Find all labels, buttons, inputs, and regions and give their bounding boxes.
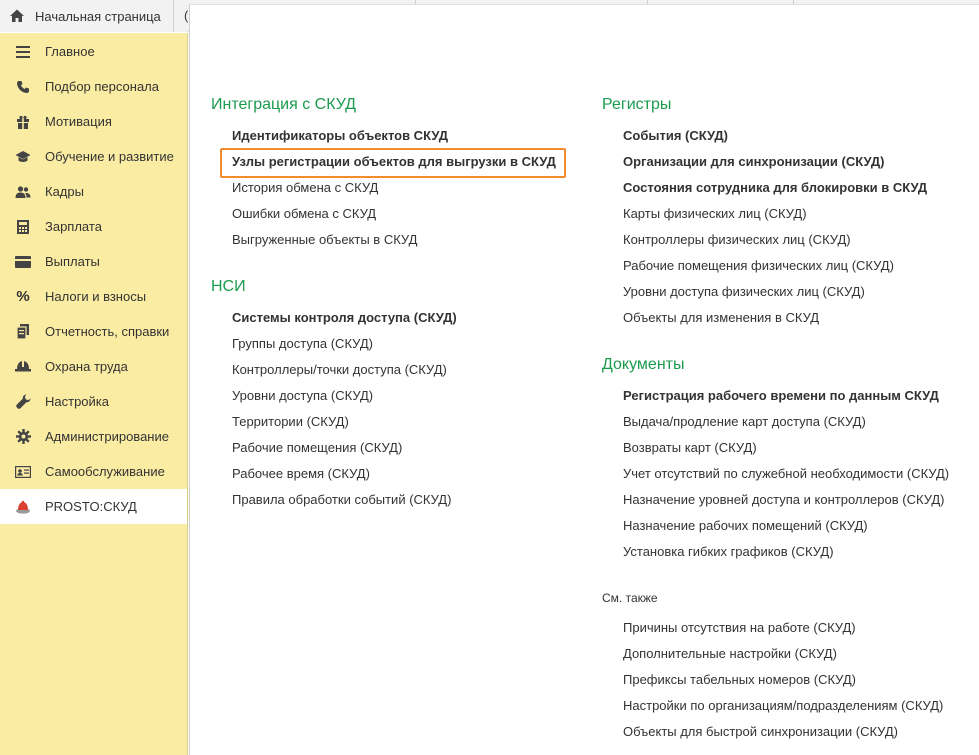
- prosto-logo-icon: [15, 499, 31, 515]
- link-person-controllers[interactable]: Контроллеры физических лиц (СКУД): [623, 232, 851, 247]
- link-access-level-assignment[interactable]: Назначение уровней доступа и контроллеров (СКУД): [623, 492, 945, 507]
- link-events[interactable]: События (СКУД): [623, 128, 729, 143]
- sidebar-item-personnel[interactable]: [0, 174, 187, 209]
- link-access-groups[interactable]: Группы доступа (СКУД): [232, 336, 373, 351]
- section-title-nsi: НСИ: [211, 278, 246, 295]
- link-access-levels[interactable]: Уровни доступа (СКУД): [232, 388, 374, 403]
- link-territories[interactable]: Территории (СКУД): [232, 414, 349, 429]
- sidebar-item-taxes[interactable]: [0, 279, 187, 314]
- sidebar-item-labor-safety[interactable]: [0, 349, 187, 384]
- card-icon: [15, 254, 31, 270]
- link-person-rooms[interactable]: Рабочие помещения физических лиц (СКУД): [623, 258, 894, 273]
- sidebar-item-label: Настройка: [45, 394, 109, 409]
- sidebar-item-label: Самообслуживание: [45, 464, 165, 479]
- link-object-identifiers[interactable]: Идентификаторы объектов СКУД: [232, 128, 449, 143]
- graduation-cap-icon: [15, 149, 31, 165]
- users-icon: [15, 184, 31, 200]
- home-icon: [9, 8, 25, 24]
- calculator-icon: [15, 219, 31, 235]
- link-person-access-levels[interactable]: Уровни доступа физических лиц (СКУД): [623, 284, 865, 299]
- link-employee-states[interactable]: Состояния сотрудника для блокировки в СКУД: [623, 180, 928, 195]
- link-additional-settings[interactable]: Дополнительные настройки (СКУД): [623, 646, 837, 661]
- section-title-integration: Интеграция с СКУД: [211, 96, 357, 113]
- tab-home[interactable]: [0, 0, 174, 32]
- link-card-issue[interactable]: Выдача/продление карт доступа (СКУД): [623, 414, 866, 429]
- sidebar-item-label: PROSTO:СКУД: [45, 499, 137, 514]
- helmet-icon: [15, 359, 31, 375]
- link-absence-reasons[interactable]: Причины отсутствия на работе (СКУД): [623, 620, 856, 635]
- sidebar-item-motivation[interactable]: [0, 104, 187, 139]
- sidebar-item-label: Мотивация: [45, 114, 112, 129]
- sidebar-item-administration[interactable]: [0, 419, 187, 454]
- sidebar-item-payments[interactable]: [0, 244, 187, 279]
- gift-icon: [15, 114, 31, 130]
- sidebar-item-label: Главное: [45, 44, 95, 59]
- link-absence-accounting[interactable]: Учет отсутствий по служебной необходимости (СКУД): [623, 466, 950, 481]
- gear-icon: [15, 429, 31, 445]
- link-person-cards[interactable]: Карты физических лиц (СКУД): [623, 206, 807, 221]
- sidebar-item-label: Налоги и взносы: [45, 289, 147, 304]
- sidebar-item-label: Выплаты: [45, 254, 100, 269]
- sidebar-item-prosto-skud[interactable]: [0, 489, 187, 524]
- sidebar-item-self-service[interactable]: [0, 454, 187, 489]
- percent-icon: %: [16, 288, 30, 305]
- link-fast-sync-objects[interactable]: Объекты для быстрой синхронизации (СКУД): [623, 724, 898, 739]
- sidebar-item-label: Обучение и развитие: [45, 149, 174, 164]
- sidebar-item-label: Отчетность, справки: [45, 324, 170, 339]
- link-room-assignment[interactable]: Назначение рабочих помещений (СКУД): [623, 518, 868, 533]
- link-controllers[interactable]: Контроллеры/точки доступа (СКУД): [232, 362, 447, 377]
- link-work-time-registration[interactable]: Регистрация рабочего времени по данным СКУД: [623, 388, 939, 403]
- tab-home-label: Начальная страница: [35, 8, 161, 24]
- link-exported-objects[interactable]: Выгруженные объекты в СКУД: [232, 232, 418, 247]
- link-access-control-systems[interactable]: Системы контроля доступа (СКУД): [232, 310, 457, 325]
- link-exchange-errors[interactable]: Ошибки обмена с СКУД: [232, 206, 377, 221]
- content-panel: [189, 4, 979, 755]
- tab-second-label: (: [184, 8, 188, 23]
- sidebar-item-reports[interactable]: [0, 314, 187, 349]
- sidebar-item-label: Подбор персонала: [45, 79, 159, 94]
- link-work-time[interactable]: Рабочее время (СКУД): [232, 466, 370, 481]
- link-flexible-schedules[interactable]: Установка гибких графиков (СКУД): [623, 544, 834, 559]
- section-title-see-also: См. также: [602, 591, 658, 605]
- section-title-registers: Регистры: [602, 96, 672, 113]
- sidebar-item-label: Кадры: [45, 184, 84, 199]
- sidebar-item-salary[interactable]: [0, 209, 187, 244]
- link-tab-number-prefixes[interactable]: Префиксы табельных номеров (СКУД): [623, 672, 856, 687]
- link-event-rules[interactable]: Правила обработки событий (СКУД): [232, 492, 452, 507]
- menu-lines-icon: [15, 44, 31, 60]
- link-work-rooms[interactable]: Рабочие помещения (СКУД): [232, 440, 403, 455]
- sidebar-item-label: Зарплата: [45, 219, 102, 234]
- sidebar-item-recruiting[interactable]: [0, 69, 187, 104]
- sidebar-item-settings[interactable]: [0, 384, 187, 419]
- id-card-icon: [15, 464, 31, 480]
- link-card-returns[interactable]: Возвраты карт (СКУД): [623, 440, 757, 455]
- wrench-icon: [15, 394, 31, 410]
- sidebar-item-label: Администрирование: [45, 429, 169, 444]
- sidebar: [0, 33, 188, 755]
- phone-icon: [15, 79, 31, 95]
- tab-second[interactable]: [174, 0, 188, 32]
- sidebar-item-education[interactable]: [0, 139, 187, 174]
- link-sync-organizations[interactable]: Организации для синхронизации (СКУД): [623, 154, 885, 169]
- link-exchange-history[interactable]: История обмена с СКУД: [232, 180, 379, 195]
- link-objects-to-change[interactable]: Объекты для изменения в СКУД: [623, 310, 820, 325]
- link-org-settings[interactable]: Настройки по организациям/подразделениям (СКУД): [623, 698, 944, 713]
- section-title-documents: Документы: [602, 356, 685, 373]
- documents-icon: [15, 324, 31, 340]
- sidebar-item-main[interactable]: [0, 34, 187, 69]
- sidebar-item-label: Охрана труда: [45, 359, 128, 374]
- link-registration-nodes[interactable]: Узлы регистрации объектов для выгрузки в СКУД: [232, 154, 556, 169]
